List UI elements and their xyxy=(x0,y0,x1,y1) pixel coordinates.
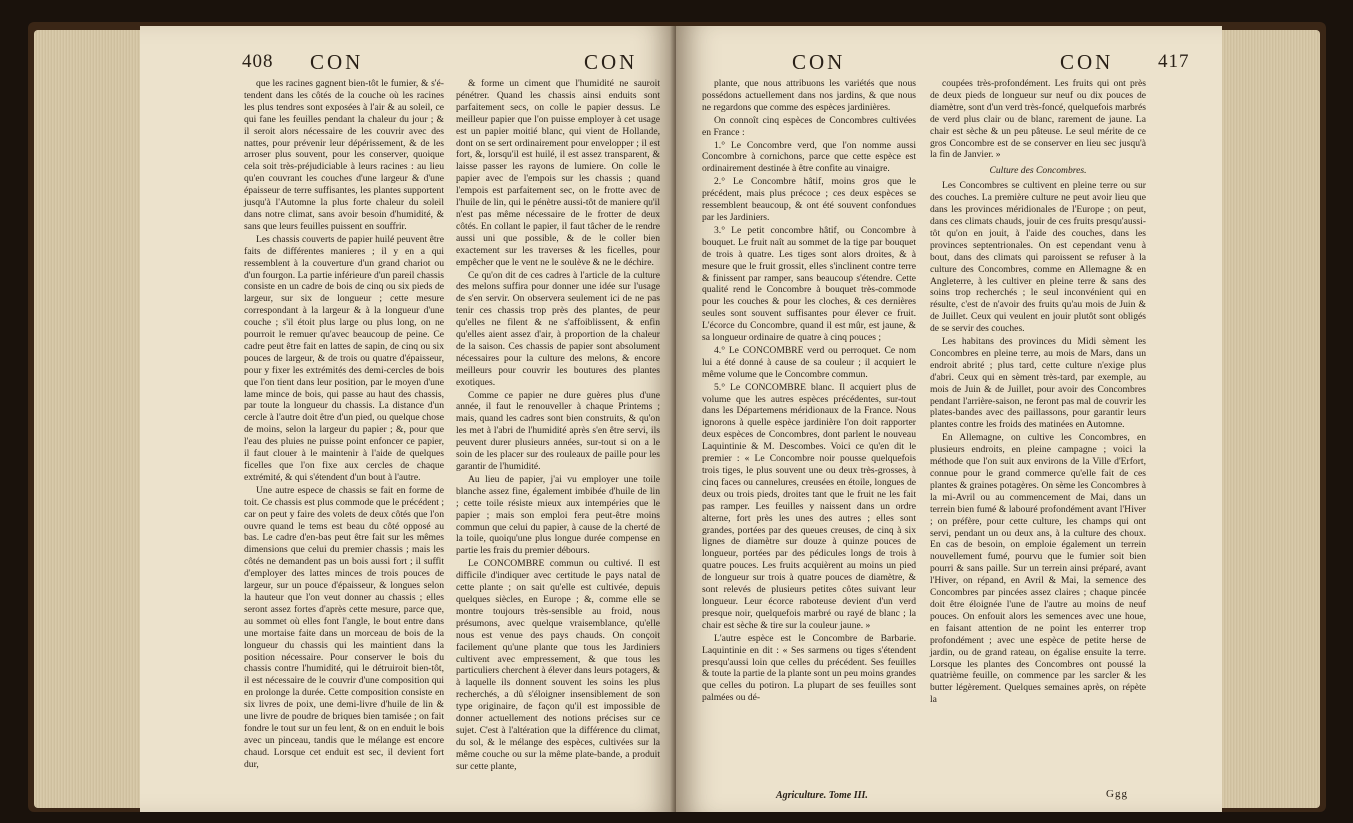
paragraph: Comme ce papier ne dure guères plus d'une année, il faut le renouveller à chaque Printems ; mais, quand les cadres sont bien construits, & qu'on les met à l'abri de l'humidité après s'en être servi, ils peuvent durer plusieurs années, sur-tout si on a le soin de les placer sur des rouleaux de paille pour les garantir de l'humidité. xyxy=(456,389,660,472)
left-column-2 xyxy=(456,78,660,774)
paragraph: 1.° Le Concombre verd, que l'on nomme aussi Concombre à cornichons, parce que cette espèce est ordinairement destinée à être confite au vinaigre. xyxy=(702,139,916,175)
paragraph: Les habitans des provinces du Midi sèment les Concombres en pleine terre, au mois de Mars, dans un endroit abrité ; plus tard, cette culture n'exige plus d'abri. Ceux qui en sèment très-tard, par exemple, au mois de Juin & de Juillet, pour avoir des Concombres pendant l'arrière-saison, ne feront pas mal de couvrir les plates-bandes avec des paillassons, pour garantir leurs plantes contre les froids des matinées en Automne. xyxy=(930,336,1146,431)
left-page-number: 408 xyxy=(242,51,274,72)
left-page xyxy=(140,26,676,812)
paragraph: Une autre espece de chassis se fait en forme de toit. Ce chassis est plus commode que le précédent ; car on peut y faire des volets de deux côtés que l'on ouvre quand le tems est beau du côté opposé au bas. Le cadre d'en-bas peut être fait sur les mêmes dimensions que celui du premier chassis ; mais les côtés ne demandent pas un bois aussi fort ; il suffit d'employer des lattes minces de trois pouces de largeur, sur un pouce d'épaisseur, & longues selon la hauteur que l'on veut donner au chassis ; elles seront assez fortes d'après cette mesure, parce que, au sommet où elles font l'angle, le bout entre dans une mortaise faite dans un morceau de bois de la longueur du chassis qui les maintient dans la position nécessaire. Pour conserver le bois du chassis contre l'humidité, qui le détruiroit bien-tôt, il est nécessaire de le couvrir d'une composition qui en prolonge la durée. Cette composition consiste en six livres de poix, une demi-livre d'huile de lin & une livre de poudre de briques bien tamisée ; on fait fondre le tout sur un feu lent, & on en enduit le bois avec un pinceau, tandis que le mélange est encore chaud. Lorsque cet enduit est sec, il devient fort dur, xyxy=(244,484,444,770)
paragraph: L'autre espèce est le Concombre de Barbarie. Laquintinie en dit : « Ses sarmens ou tiges s'étendent presqu'aussi loin que celles du précédent. Ses feuilles & toute la partie de la plante sont un peu moins grandes que celles du potiron. La plupart de ses feuilles sont palmées ou dé- xyxy=(702,632,916,704)
signature-mark: Ggg xyxy=(1106,788,1128,800)
paragraph: 4.° Le CONCOMBRE verd ou perroquet. Ce nom lui a été donné à cause de sa couleur ; il acquiert le même volume que le Concombre commun. xyxy=(702,344,916,380)
paragraph: & forme un ciment que l'humidité ne sauroit pénétrer. Quand les chassis ainsi enduits sont parfaitement secs, on colle le papier dessus. Le meilleur papier que l'on puisse employer à cet usage est un papier moitié blanc, qui vient de Hollande, dont on se sert ordinairement pour envelopper ; il est fort, &, lorsqu'il est huilé, il est assez transparent, & laisse passer les rayons de lumiere. On colle le papier avec de l'empois sur les chassis ; quand l'empois est parfaitement sec, on le frotte avec de l'huile de lin, qui le pénètre aussi-tôt de maniere qu'il n'est pas même nécessaire de le frotter de deux côtés. En collant le papier, il faut tâcher de le rendre aussi uni que possible, & de le coller bien exactement sur les traverses & les ficelles, pour empêcher que le vent ne le soulève & ne le déchire. xyxy=(456,78,660,268)
paragraph: 3.° Le petit concombre hâtif, ou Concombre à bouquet. Le fruit naît au sommet de la tige par bouquet de trois à quatre. Les tiges sont alors droites, & à mesure que le fruit grossit, elles s'inclinent contre terre & finissent par ramper, sans beaucoup s'étendre. Cette qualité rend le Concombre à bouquet très-commode pour les couches & pour les cloches, & ces dernières seules sont souvent suffisantes pour élever ce fruit. L'écorce du Concombre, quand il est mûr, est jaune, & sa longueur ordinaire de quatre à cinq pouces ; xyxy=(702,224,916,344)
paragraph: coupées très-profondément. Les fruits qui ont près de deux pieds de longueur sur neuf ou dix pouces de diamètre, sont d'un verd très-foncé, quelquefois marbrés de verd plus clair ou de blanc, rarement de jaune. La chair est sèche & un peu pâteuse. Le seul mérite de ce gros Concombre est de se conserver en lieu sec jusqu'à la fin de Janvier. » xyxy=(930,78,1146,161)
right-column-1 xyxy=(702,78,916,705)
paragraph: En Allemagne, on cultive les Concombres, en plusieurs endroits, en pleine campagne ; voici la méthode que l'on suit aux environs de la Ville d'Erfort, connue pour le grand commerce qu'elle fait de ces plantes & graines potagères. On sème les Concombres à la mi-Avril ou au commencement de Mai, dans un terrein bien fumé & labouré profondément avant l'Hiver ; on préfère, pour cette culture, les champs qui ont servi, pendant un ou deux ans, à la culture des choux. En cas de besoin, on emploie également un terrein nouvellement fumé, pourvu que le fumier soit bien pourri & sans paille. Sur un terrein ainsi préparé, avant l'Hiver, on répand, en Avril & Mai, la semence des Concombres par pincées assez claires ; chaque pincée doit être éloignée l'une de l'autre au moins de neuf pouces. On enfouit alors les semences avec une houe, en faisant attention de ne point les enterrer trop profondément ; avec une espèce de petite herse de jardin, ou de grand rateau, on égalise ensuite la terre. Lorsque les plantes des Concombres ont poussé la quatrième feuille, on commence par les sarcler & les butter légèrement. Quelques semaines après, on répète la xyxy=(930,432,1146,706)
right-page-number: 417 xyxy=(1158,51,1190,72)
right-page xyxy=(676,26,1222,812)
left-running-head: CON xyxy=(310,50,364,74)
paragraph: Le CONCOMBRE commun ou cultivé. Il est difficile d'indiquer avec certitude le pays natal de cette plante ; on sait qu'elle est cultivée, depuis quelques siècles, en Europe ; &, comme elle se montre toujours très-sensible au froid, nous présumons, avec quelque vraisemblance, qu'elle nous est venue des pays chauds. On conçoit facilement qu'une plante que tous les Jardiniers cultivent avec empressement, & que tous les particuliers cherchent à élever dans leurs potagers, & à laquelle ils donnent souvent les soins les plus recherchés, a dû s'éloigner insensiblement de son type originaire, de façon qu'il est impossible de donner actuellement des notions précises sur ce sujet. C'est à l'altération que la différence du climat, du sol, & le mélange des espèces, cultivées sur la même couche ou sur la même plate-bande, a produit sur cette plante, xyxy=(456,558,660,772)
paragraph: Ce qu'on dit de ces cadres à l'article de la culture des melons suffira pour donner une idée sur l'usage de s'en servir. On observera seulement ici de ne pas tenir ces chassis trop près des plantes, de peur qu'elles ne filent & ne s'affoiblissent, & enfin qu'elles aient assez d'air, à proportion de la chaleur de la saison. Ces chassis de papier sont absolument nécessaires pour la culture des melons, & encore meilleurs pour couvrir les boutures des plantes exotiques. xyxy=(456,269,660,388)
paragraph: Les Concombres se cultivent en pleine terre ou sur des couches. La première culture ne peut avoir lieu que dans les provinces méridionales de l'Europe ; on peut, dans ces climats chauds, jouir de ces fruits presqu'aussi-tôt qu'on en jouit, à l'aide des couches, dans les provinces septentrionales. On est cependant venu à bout, dans des climats qui paroissent se refuser à la culture des Concombres, comme en Allemagne & en Angleterre, à les cultiver en pleine terre & sans des soins trop recherchés ; le seul inconvénient qui en résulte, c'est de n'avoir des fruits qu'au mois de Juin & de Juillet. Ceux qui veulent en jouir plutôt sont obligés de se servir des couches. xyxy=(930,180,1146,335)
right-column-2 xyxy=(930,78,1146,707)
paragraph: Au lieu de papier, j'ai vu employer une toile blanche assez fine, également imbibée d'huile de lin ; cette toile résiste mieux aux intempéries que le papier ; mais son emploi fera peut-être moins commun que celui du papier, à cause de la cherté de la toile, quoiqu'une plus longue durée compense en partie les frais du premier débours. xyxy=(456,473,660,557)
section-heading: Culture des Concombres. xyxy=(989,165,1087,177)
paragraph: plante, que nous attribuons les variétés que nous possédons actuellement dans nos jardins, & que nous ne regardons que comme des espèces jardinières. xyxy=(702,78,916,113)
footer-volume: Agriculture. Tome III. xyxy=(776,790,868,801)
right-running-head-2: CON xyxy=(1060,50,1114,74)
left-page-edges xyxy=(34,30,144,808)
left-column-1 xyxy=(244,78,444,772)
paragraph: que les racines gagnent bien-tôt le fumier, & s'é-tendent dans les côtés de la couche où les racines les plus tendres sont exposées à l'air & au soleil, ce qui fane les feuilles pendant la chaleur du jour ; & il seroit alors nécessaire de les couvrir avec des nattes, pour prévenir leur dépérissement, & de les arroser plus souvent, pour les conserver, quoique cela soit très-préjudiciable à leurs racines : au lieu qu'en couvrant les couches d'une largeur & d'une épaisseur de terre suffisantes, les plantes supportent jusqu'à l'Automne la plus forte chaleur du soleil dans notre climat, sans avoir besoin d'humidité, & sans que leurs feuilles puissent en souffrir. xyxy=(244,78,444,232)
paragraph: 5.° Le CONCOMBRE blanc. Il acquiert plus de volume que les autres espèces précédentes, sur-tout dans les Départemens méridionaux de la France. Nous ignorons à quelle espèce jardinière l'on doit rapporter deux espèces de Concombres, dont parlent le nouveau Laquintinie & M. Descombes. Voici ce qu'en dit le premier : « Le Concombre noir pousse quelquefois trois tiges, le plus souvent une ou deux très-grosses, à cinq faces ou cannelures, creusées en étoile, longues de deux ou trois pieds, droites tant que le fruit ne les fait pas ramper. Les feuilles y naissent dans un ordre alterne, fort près les unes des autres ; elles sont grandes, portées par des queues creuses, de cinq à six lignes de diamètre sur douze à quinze pouces de longueur, portées par des pédicules longs de trois à quatre pouces. Les fruits acquièrent au moins un pied de longueur sur trois à quatre pouces de diamètre, & sont relevés de plusieurs petites côtes suivant leur longueur. Leur écorce raboteuse devient d'un verd presque noir, quelquefois marbré ou rayé de blanc ; la chair est sèche & tire sur la couleur jaune. » xyxy=(702,381,916,631)
paragraph: On connoît cinq espèces de Concombres cultivées en France : xyxy=(702,114,916,138)
paragraph: 2.° Le Concombre hâtif, moins gros que le précédent, mais plus précoce ; ces deux espèces se ressemblent beaucoup, & ont été souvent confondues par les Jardiniers. xyxy=(702,176,916,223)
right-page-edges xyxy=(1218,30,1320,808)
paragraph: Les chassis couverts de papier huilé peuvent être faits de différentes manieres ; il y en a qui ressemblent à la couverture d'un grand chariot ou d'un fourgon. La partie inférieure d'un pareil chassis consiste en un cadre de bois de cinq ou six pieds de largeur, sur six de longueur ; cette mesure correspondant à la largeur & à la longueur d'une couche ; s'il étoit plus large ou plus long, on ne pourroit le remuer qu'avec beaucoup de peine. Ce cadre peut être fait en lattes de sapin, de cinq ou six pouces de largeur, & de trois ou quatre d'épaisseur, pour y fixer les extrémités des demi-cercles de bois que l'on tient dans leur position, par le moyen d'une lame mince de bois, qui passe au haut des chassis, par toute la longueur du chassis. La distance d'un cercle à l'autre doit être d'un pied, ou quelque chose de moins, selon la largeur du papier ; &, pour que l'eau des pluies ne puisse point enfoncer ce papier, il faut clouer à le maintenir à l'aide de quelques ficelles que l'on fixe aux cercles de chaque extrémité, & qui s'étendent d'un bout à l'autre. xyxy=(244,233,444,483)
left-running-head-2: CON xyxy=(584,50,638,74)
right-running-head: CON xyxy=(792,50,846,74)
